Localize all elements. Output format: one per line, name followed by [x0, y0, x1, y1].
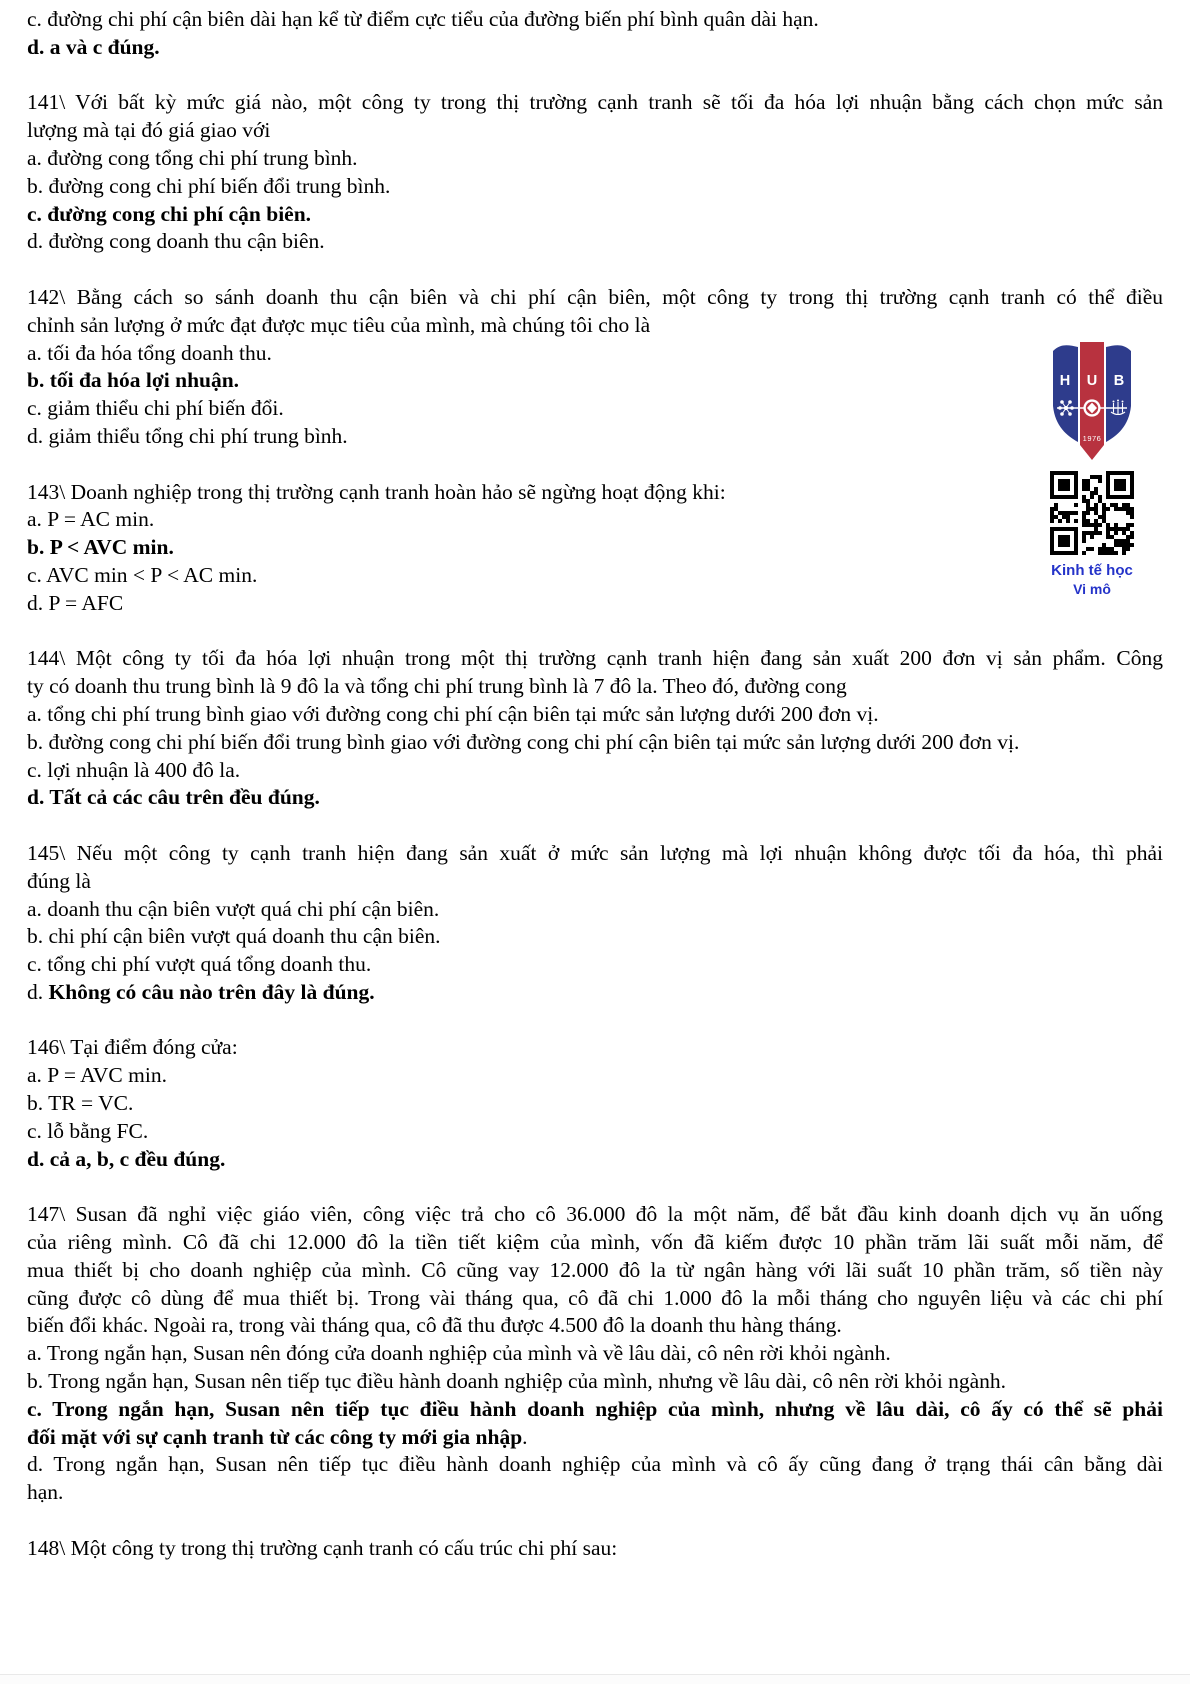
text-line — [27, 6, 1163, 34]
text-line — [27, 1340, 1163, 1368]
text-segment: b. đường cong chi phí biến đổi trung bình giao với đường cong chi phí cận biên tại mức sản lượng dưới 200 đơn vị. — [27, 729, 1020, 754]
question-144 — [27, 645, 1163, 812]
text-segment: biến đổi khác. Ngoài ra, trong vài tháng qua, cô đã thu được 4.500 đô la doanh thu hàng tháng. — [27, 1313, 842, 1338]
text-line — [27, 1090, 1163, 1118]
text-segment: 148\ Một công ty trong thị trường cạnh tranh có cấu trúc chi phí sau: — [27, 1535, 618, 1560]
answer-text-bold: Không có câu nào trên đây là đúng. — [48, 979, 375, 1004]
logo-coin-icon — [1083, 399, 1100, 416]
answer-text-bold: c. Trong ngắn hạn, Susan nên tiếp tục điều hành doanh nghiệp của mình, nhưng về lâu dài, cô ấy có thể sẽ phải — [27, 1396, 1163, 1421]
text-line — [27, 1257, 1163, 1285]
text-segment: d. Trong ngắn hạn, Susan nên tiếp tục điều hành doanh nghiệp của mình và cô ấy cũng đang ở trạng thái cân bằng dài — [27, 1452, 1163, 1477]
text-line — [27, 423, 1163, 451]
text-line — [27, 479, 1163, 507]
text-line — [27, 312, 1163, 340]
text-line — [27, 89, 1163, 117]
branding-panel — [1048, 338, 1136, 598]
text-segment: hạn. — [27, 1480, 64, 1505]
text-segment: c. đường chi phí cận biên dài hạn kể từ điểm cực tiểu của đường biến phí bình quân dài hạn. — [27, 7, 819, 31]
hub-logo — [1052, 338, 1132, 464]
text-line — [27, 201, 1163, 229]
text-line — [27, 1146, 1163, 1174]
logo-year: 1976 — [1082, 434, 1102, 443]
answer-text-bold: b. tối đa hóa lợi nhuận. — [27, 368, 240, 393]
text-segment: a. tối đa hóa tổng doanh thu. — [27, 340, 272, 365]
logo-letter-h: H — [1059, 373, 1071, 389]
text-segment: 146\ Tại điểm đóng cửa: — [27, 1035, 238, 1060]
text-segment: c. AVC min < P < AC min. — [27, 562, 258, 587]
text-line — [27, 1451, 1163, 1479]
text-line — [27, 395, 1163, 423]
text-segment: 144\ Một công ty tối đa hóa lợi nhuận trong một thị trường cạnh tranh hiện đang sản xuất 200 đơn vị sản phẩm. Công — [27, 646, 1163, 671]
text-line — [27, 117, 1163, 145]
text-segment: b. TR = VC. — [27, 1091, 134, 1116]
text-segment: 143\ Doanh nghiệp trong thị trường cạnh tranh hoàn hảo sẽ ngừng hoạt động khi: — [27, 479, 726, 504]
answer-text-bold: d. a và c đúng. — [27, 34, 160, 59]
text-line — [27, 1034, 1163, 1062]
text-line — [27, 1479, 1163, 1507]
text-line — [27, 1229, 1163, 1257]
answer-text-bold: c. đường cong chi phí cận biên. — [27, 201, 312, 226]
text-segment: c. giảm thiểu chi phí biến đổi. — [27, 396, 284, 421]
text-segment: . — [522, 1424, 528, 1449]
text-segment: c. lợi nhuận là 400 đô la. — [27, 757, 241, 782]
text-line — [27, 228, 1163, 256]
text-line — [27, 896, 1163, 924]
text-segment: lượng mà tại đó giá giao với — [27, 118, 271, 143]
text-line — [27, 506, 1163, 534]
question-146 — [27, 1034, 1163, 1173]
text-segment: c. tổng chi phí vượt quá tổng doanh thu. — [27, 952, 372, 977]
text-line — [27, 673, 1163, 701]
text-segment: của riêng mình. Cô đã chi 12.000 đô la tiền tiết kiệm của mình, vốn đã kiếm được 10 phần trăm lãi suất mỗi năm, để — [27, 1230, 1163, 1255]
qr-caption-subject: Kinh tế học — [1051, 562, 1133, 579]
text-segment: d. — [27, 979, 49, 1004]
question-140-options — [27, 6, 1163, 62]
qr-caption-course: Vi mô — [1073, 581, 1111, 597]
text-segment: d. P = AFC — [27, 590, 124, 615]
document-body — [27, 6, 1163, 1563]
text-line — [27, 1535, 1163, 1563]
text-segment: 141\ Với bất kỳ mức giá nào, một công ty trong thị trường cạnh tranh sẽ tối đa hóa lợi nhuận bằng cách chọn mức sản — [27, 90, 1163, 115]
text-line — [27, 1368, 1163, 1396]
text-segment: a. P = AC min. — [27, 507, 155, 532]
text-segment: 147\ Susan đã nghỉ việc giáo viên, công việc trả cho cô 36.000 đô la một năm, để bắt đầu kinh doanh dịch vụ ăn uống — [27, 1202, 1163, 1227]
text-line — [27, 284, 1163, 312]
text-segment: b. đường cong chi phí biến đổi trung bình. — [27, 173, 391, 198]
answer-text-bold: d. Tất cả các câu trên đều đúng. — [27, 785, 320, 810]
question-141 — [27, 89, 1163, 256]
text-segment: a. P = AVC min. — [27, 1063, 167, 1088]
text-line — [27, 340, 1163, 368]
answer-text-bold: đối mặt với sự cạnh tranh từ các công ty mới gia nhập — [27, 1424, 523, 1449]
logo-letter-u: U — [1086, 373, 1098, 389]
text-segment: a. tổng chi phí trung bình giao với đường cong chi phí cận biên tại mức sản lượng dưới 200 đơn vị. — [27, 701, 879, 726]
text-line — [27, 145, 1163, 173]
text-line — [27, 534, 1163, 562]
question-145 — [27, 840, 1163, 1007]
text-line — [27, 784, 1163, 812]
text-line — [27, 1312, 1163, 1340]
text-line — [27, 1118, 1163, 1146]
text-line — [27, 1396, 1163, 1424]
logo-letter-b: B — [1113, 373, 1125, 389]
text-line — [27, 729, 1163, 757]
text-line — [27, 367, 1163, 395]
text-segment: 142\ Bằng cách so sánh doanh thu cận biên và chi phí cận biên, một công ty trong thị trường cạnh tranh có thể điều — [27, 284, 1163, 309]
logo-left-panel — [1053, 345, 1078, 442]
text-line — [27, 757, 1163, 785]
text-segment: cũng được cô dùng để mua thiết bị. Trong vài tháng qua, cô đã chi 1.000 đô la mỗi tháng cho nguyên liệu và các chi phí — [27, 1285, 1163, 1310]
text-line — [27, 34, 1163, 62]
text-line — [27, 979, 1163, 1007]
text-line — [27, 173, 1163, 201]
text-segment: 145\ Nếu một công ty cạnh tranh hiện đang sản xuất ở mức sản lượng mà lợi nhuận không được tối đa hóa, thì phải — [27, 840, 1163, 865]
text-line — [27, 951, 1163, 979]
text-line — [27, 840, 1163, 868]
qr-code — [1050, 471, 1134, 555]
page-bottom-edge — [0, 1674, 1190, 1684]
text-segment: b. Trong ngắn hạn, Susan nên tiếp tục điều hành doanh nghiệp của mình, nhưng về lâu dài, cô nên rời khỏi ngành. — [27, 1369, 1007, 1394]
text-segment: d. đường cong doanh thu cận biên. — [27, 229, 325, 254]
text-segment: d. giảm thiểu tổng chi phí trung bình. — [27, 423, 348, 448]
text-segment: chỉnh sản lượng ở mức đạt được mục tiêu của mình, mà chúng tôi cho là — [27, 312, 651, 337]
text-line — [27, 1424, 1163, 1452]
answer-text-bold: d. cả a, b, c đều đúng. — [27, 1146, 226, 1171]
text-line — [27, 701, 1163, 729]
text-segment: c. lỗ bằng FC. — [27, 1118, 149, 1143]
question-148 — [27, 1535, 1163, 1563]
question-143 — [27, 479, 1163, 618]
text-line — [27, 923, 1163, 951]
text-segment: a. đường cong tổng chi phí trung bình. — [27, 145, 358, 170]
text-segment: a. doanh thu cận biên vượt quá chi phí cận biên. — [27, 896, 440, 921]
question-147 — [27, 1201, 1163, 1507]
logo-right-panel — [1106, 345, 1131, 442]
text-line — [27, 590, 1163, 618]
text-line — [27, 1285, 1163, 1313]
question-142 — [27, 284, 1163, 451]
text-segment: đúng là — [27, 868, 91, 893]
text-line — [27, 645, 1163, 673]
text-line — [27, 562, 1163, 590]
text-segment: ty có doanh thu trung bình là 9 đô la và tổng chi phí trung bình là 7 đô la. Theo đó, đường cong — [27, 674, 847, 699]
text-line — [27, 1062, 1163, 1090]
text-segment: a. Trong ngắn hạn, Susan nên đóng cửa doanh nghiệp của mình và về lâu dài, cô nên rời khỏi ngành. — [27, 1341, 891, 1366]
text-line — [27, 1201, 1163, 1229]
text-line — [27, 868, 1163, 896]
answer-text-bold: b. P < AVC min. — [27, 535, 174, 560]
text-segment: b. chi phí cận biên vượt quá doanh thu cận biên. — [27, 924, 441, 949]
text-segment: mua thiết bị cho doanh nghiệp của mình. Cô cũng vay 12.000 đô la từ ngân hàng với lãi suất 10 phần trăm, số tiền này — [27, 1257, 1163, 1282]
